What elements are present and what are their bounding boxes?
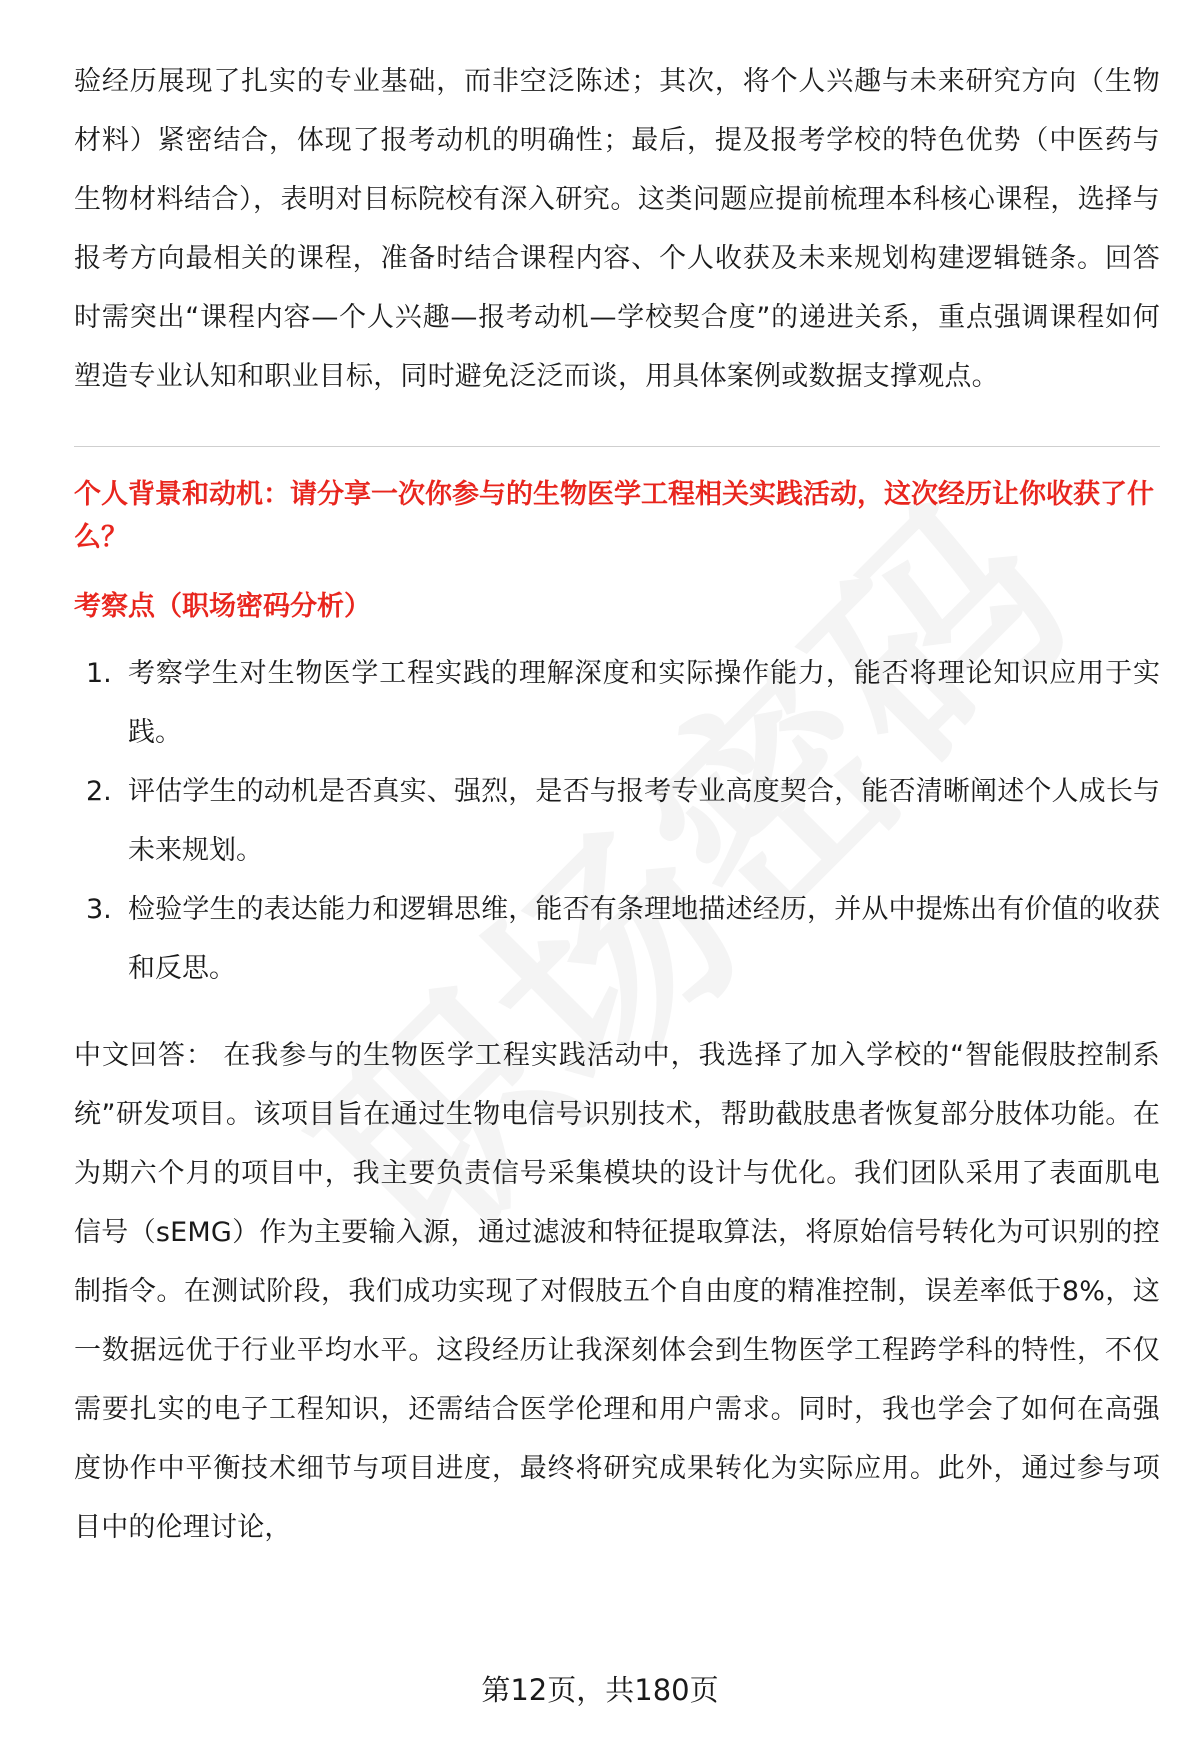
- page-footer: 第12页，共180页: [481, 1673, 719, 1707]
- intro-paragraph: 验经历展现了扎实的专业基础，而非空泛陈述；其次，将个人兴趣与未来研究方向（生物材料）紧密结合，体现了报考动机的明确性；最后，提及报考学校的特色优势（中医药与生物材料结合），表明对目标院校有深入研究。这类问题应提前梳理本科核心课程，选择与报考方向最相关的课程，准备时结合课程内容、个人收获及未来规划构建逻辑链条。回答时需突出“课程内容—个人兴趣—报考动机—学校契合度”的递进关系，重点强调课程如何塑造专业认知和职业目标，同时避免泛泛而谈，用具体案例或数据支撑观点。: [74, 66, 1160, 392]
- exam-point-item: [74, 880, 1160, 998]
- exam-point-item: [74, 644, 1160, 762]
- question-heading: 个人背景和动机：请分享一次你参与的生物医学工程相关实践活动，这次经历让你收获了什么？: [74, 479, 1154, 553]
- exam-point-item: [74, 762, 1160, 880]
- exam-point-text: 评估学生的动机是否真实、强烈，是否与报考专业高度契合，能否清晰阐述个人成长与未来规划。: [128, 776, 1160, 866]
- answer-text: 在我参与的生物医学工程实践活动中，我选择了加入学校的“智能假肢控制系统”研发项目。该项目旨在通过生物电信号识别技术，帮助截肢患者恢复部分肢体功能。在为期六个月的项目中，我主要负责信号采集模块的设计与优化。我们团队采用了表面肌电信号（sEMG）作为主要输入源，通过滤波和特征提取算法，将原始信号转化为可识别的控制指令。在测试阶段，我们成功实现了对假肢五个自由度的精准控制，误差率低于8%，这一数据远优于行业平均水平。这段经历让我深刻体会到生物医学工程跨学科的特性，不仅需要扎实的电子工程知识，还需结合医学伦理和用户需求。同时，我也学会了如何在高强度协作中平衡技术细节与项目进度，最终将研究成果转化为实际应用。此外，通过参与项目中的伦理讨论，: [74, 1040, 1160, 1543]
- document-page: [74, 52, 1160, 1557]
- exam-points-list: [74, 644, 1160, 998]
- section-divider: [74, 446, 1160, 447]
- exam-point-number: 2.: [86, 776, 112, 807]
- exam-points-title: 考察点（职场密码分析）: [74, 591, 371, 622]
- exam-point-text: 考察学生对生物医学工程实践的理解深度和实际操作能力，能否将理论知识应用于实践。: [128, 658, 1160, 748]
- exam-point-number: 3.: [86, 894, 112, 925]
- answer-label: 中文回答：: [74, 1040, 214, 1071]
- exam-point-number: 1.: [86, 658, 112, 689]
- answer-paragraph: [74, 1026, 1160, 1557]
- exam-point-text: 检验学生的表达能力和逻辑思维，能否有条理地描述经历，并从中提炼出有价值的收获和反思。: [128, 894, 1160, 984]
